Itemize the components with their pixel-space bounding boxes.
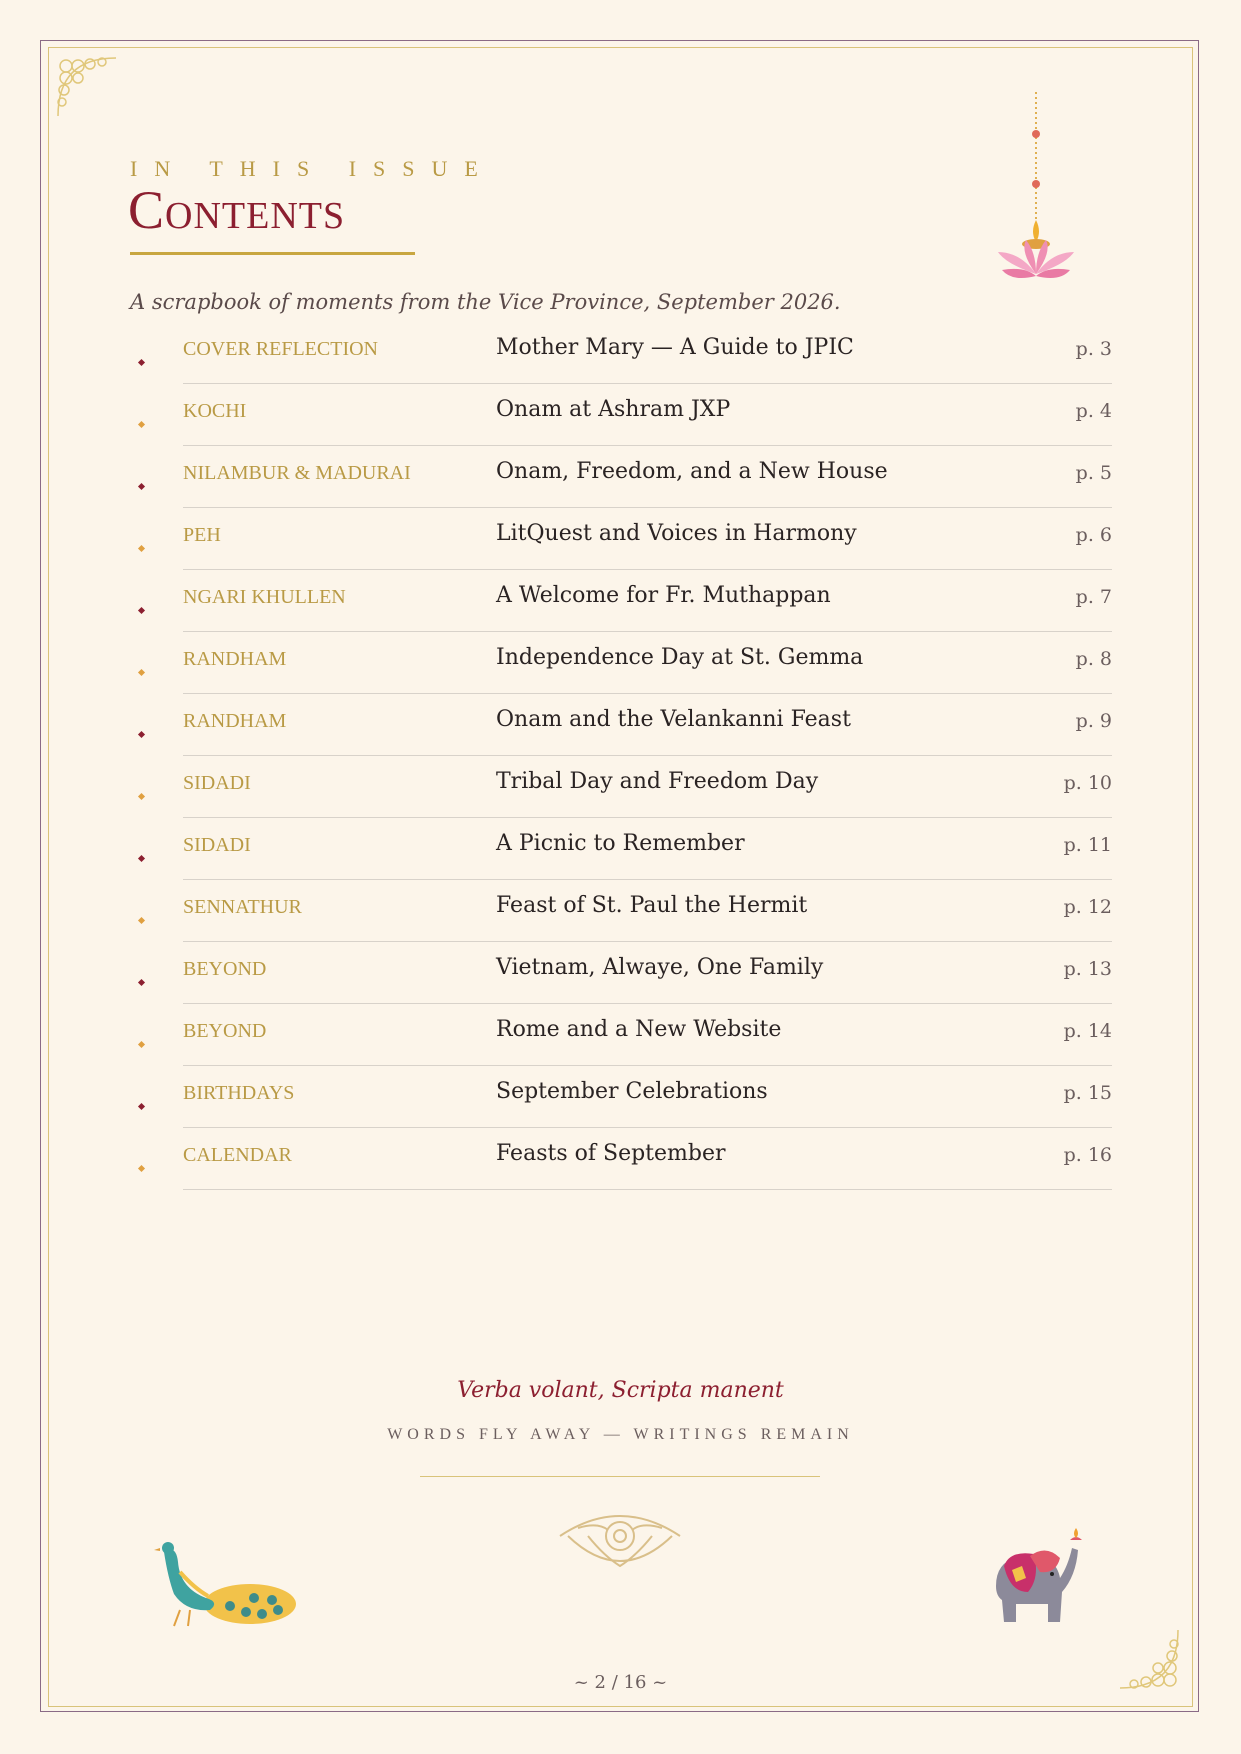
toc-section-label: BIRTHDAYS (183, 1082, 295, 1104)
toc-row[interactable] (130, 632, 1112, 694)
toc-section-label: SIDADI (183, 834, 251, 856)
toc-entry-title[interactable]: Rome and a New Website (496, 1017, 782, 1042)
toc-section-label: CALENDAR (183, 1144, 292, 1166)
toc-section-label: SIDADI (183, 772, 251, 794)
motto-translation: WORDS FLY AWAY — WRITINGS REMAIN (387, 1426, 854, 1443)
toc-row[interactable] (130, 818, 1112, 880)
peacock-icon (150, 1532, 300, 1632)
toc-section-label: RANDHAM (183, 648, 287, 670)
bullet-diamond-icon (138, 731, 145, 738)
toc-page-number: p. 5 (1075, 462, 1112, 484)
bullet-diamond-icon (138, 917, 145, 924)
toc-entry-title[interactable]: Independence Day at St. Gemma (496, 645, 864, 670)
toc-section-label: NGARI KHULLEN (183, 586, 346, 608)
toc-entry-title[interactable]: Onam and the Velankanni Feast (496, 707, 851, 732)
page-indicator: ~ 2 / 16 ~ (573, 1672, 668, 1693)
motto: Verba volant, Scripta manent (457, 1378, 784, 1403)
toc-section-label: PEH (183, 524, 221, 546)
toc-row[interactable] (130, 570, 1112, 632)
toc-entry-title[interactable]: Feast of St. Paul the Hermit (496, 893, 808, 918)
bullet-diamond-icon (138, 1165, 145, 1172)
toc-entry-title[interactable]: Mother Mary — A Guide to JPIC (496, 335, 854, 360)
toc-page-number: p. 4 (1075, 400, 1112, 422)
title-underline (130, 252, 415, 255)
toc-page-number: p. 14 (1063, 1020, 1112, 1042)
row-divider (183, 1189, 1112, 1190)
bullet-diamond-icon (138, 607, 145, 614)
page-title: Contents (128, 180, 346, 240)
subtitle: A scrapbook of moments from the Vice Province, September 2026. (130, 290, 841, 314)
toc-page-number: p. 7 (1075, 586, 1112, 608)
toc-section-label: RANDHAM (183, 710, 287, 732)
kicker: IN THIS ISSUE (130, 156, 495, 181)
elephant-icon (990, 1526, 1090, 1636)
toc-row[interactable] (130, 942, 1112, 1004)
toc-page-number: p. 8 (1075, 648, 1112, 670)
toc-page-number: p. 12 (1063, 896, 1112, 918)
toc-page-number: p. 11 (1063, 834, 1112, 856)
bullet-diamond-icon (138, 1041, 145, 1048)
toc-entry-title[interactable]: Tribal Day and Freedom Day (496, 769, 819, 794)
bullet-diamond-icon (138, 359, 145, 366)
toc-row[interactable] (130, 1004, 1112, 1066)
footer-divider (420, 1476, 820, 1477)
toc-entry-title[interactable]: LitQuest and Voices in Harmony (496, 521, 857, 546)
toc-row[interactable] (130, 446, 1112, 508)
toc-section-label: COVER REFLECTION (183, 338, 378, 360)
toc-row[interactable] (130, 384, 1112, 446)
toc-row[interactable] (130, 880, 1112, 942)
toc-row[interactable] (130, 1128, 1112, 1190)
toc-page-number: p. 16 (1063, 1144, 1112, 1166)
toc-list (130, 322, 1112, 1190)
toc-entry-title[interactable]: September Celebrations (496, 1079, 768, 1104)
toc-page-number: p. 6 (1075, 524, 1112, 546)
lotus-lamp-icon (990, 92, 1080, 302)
bullet-diamond-icon (138, 979, 145, 986)
toc-section-label: KOCHI (183, 400, 247, 422)
toc-page-number: p. 13 (1063, 958, 1112, 980)
toc-entry-title[interactable]: Vietnam, Alwaye, One Family (496, 955, 824, 980)
toc-section-label: NILAMBUR & MADURAI (183, 462, 411, 484)
toc-section-label: BEYOND (183, 958, 267, 980)
bullet-diamond-icon (138, 1103, 145, 1110)
corner-ornament-icon (56, 56, 126, 126)
toc-row[interactable] (130, 694, 1112, 756)
toc-row[interactable] (130, 756, 1112, 818)
toc-page-number: p. 10 (1063, 772, 1112, 794)
bullet-diamond-icon (138, 855, 145, 862)
toc-entry-title[interactable]: Feasts of September (496, 1141, 726, 1166)
toc-row[interactable] (130, 508, 1112, 570)
bullet-diamond-icon (138, 421, 145, 428)
bullet-diamond-icon (138, 483, 145, 490)
toc-page-number: p. 3 (1075, 338, 1112, 360)
toc-row[interactable] (130, 322, 1112, 384)
toc-entry-title[interactable]: Onam at Ashram JXP (496, 397, 731, 422)
toc-entry-title[interactable]: A Welcome for Fr. Muthappan (496, 583, 831, 608)
bullet-diamond-icon (138, 669, 145, 676)
toc-section-label: SENNATHUR (183, 896, 302, 918)
toc-entry-title[interactable]: A Picnic to Remember (496, 831, 745, 856)
toc-row[interactable] (130, 1066, 1112, 1128)
mandala-icon (558, 1506, 682, 1574)
bullet-diamond-icon (138, 793, 145, 800)
bullet-diamond-icon (138, 545, 145, 552)
toc-page-number: p. 9 (1075, 710, 1112, 732)
toc-entry-title[interactable]: Onam, Freedom, and a New House (496, 459, 888, 484)
toc-section-label: BEYOND (183, 1020, 267, 1042)
toc-page-number: p. 15 (1063, 1082, 1112, 1104)
